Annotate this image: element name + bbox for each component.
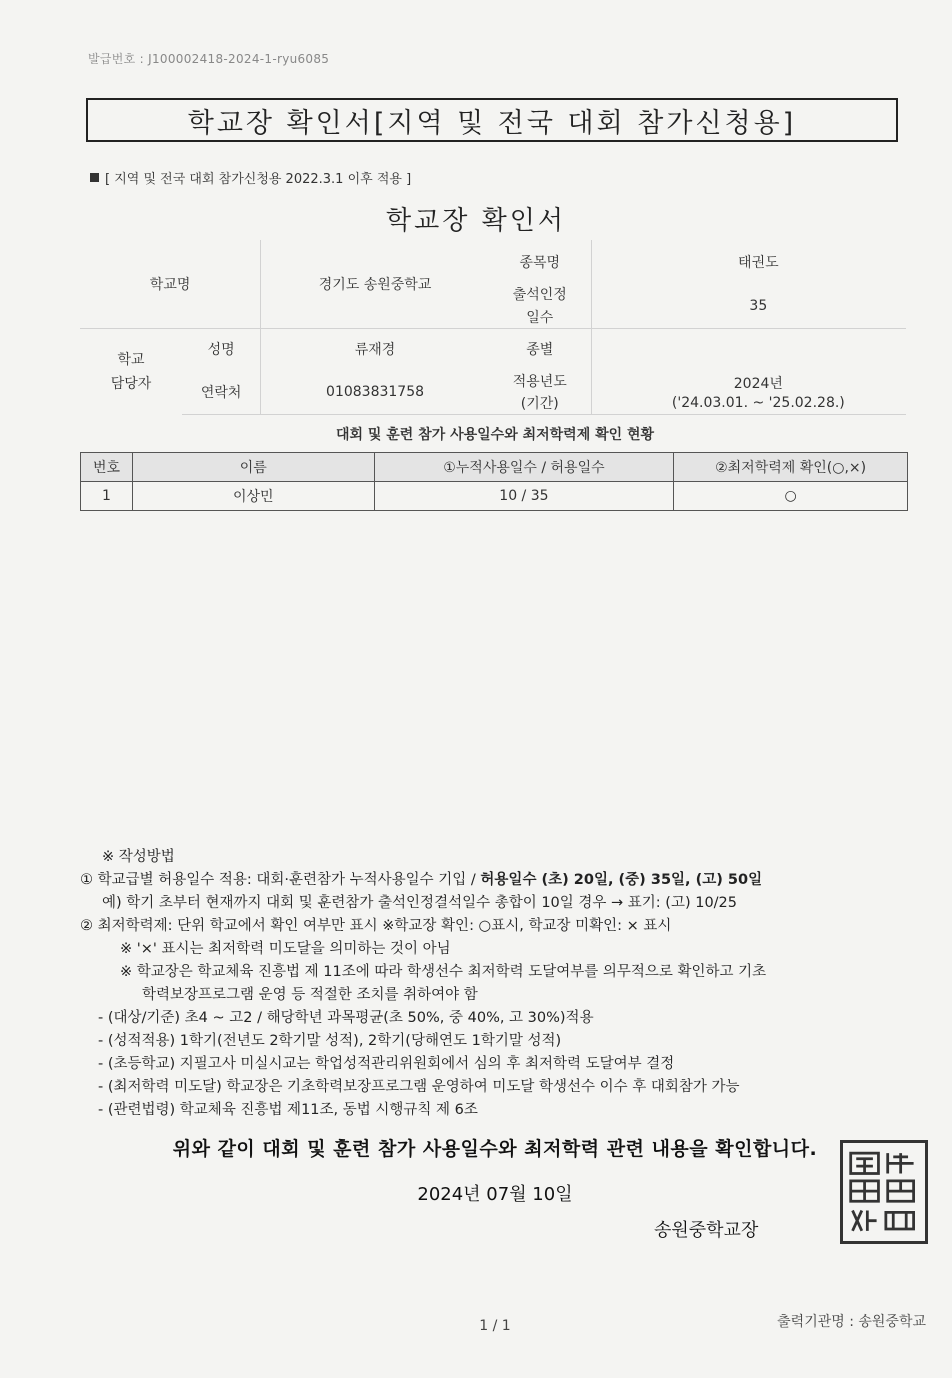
school-seal-stamp: [840, 1140, 928, 1244]
guide-detail-5: - (관련법령) 학교체육 진흥법 제11조, 동법 시행규칙 제 6조: [98, 1102, 478, 1118]
guide-item-2: ② 최저학력제: 단위 학교에서 확인 여부만 표시 ※학교장 확인: ○표시, 학교장 미확인: × 표시: [80, 918, 672, 934]
col-header-no: 번호: [81, 453, 133, 482]
year-label: 적용년도 (기간): [489, 370, 591, 414]
guide-detail-3: - (초등학교) 지필고사 미실시교는 학업성적관리위원회에서 심의 후 최저학력 도달여부 결정: [98, 1056, 675, 1072]
year-value: 2024년 ('24.03.01. ~ '25.02.28.): [611, 370, 906, 414]
notice-text: [ 지역 및 전국 대회 참가신청용 2022.3.1 이후 적용 ]: [105, 172, 412, 187]
manager-label: 학교 담당자: [80, 328, 182, 414]
status-table: [80, 452, 908, 511]
type-label: 종별: [489, 328, 591, 370]
event-value: 태권도: [738, 255, 779, 271]
principal-name: 송원중학교장: [654, 1220, 759, 1241]
table-row: [81, 482, 908, 511]
seal-glyph-icon: [847, 1147, 921, 1237]
name-label: 성명: [182, 328, 261, 370]
guide-item-1-example: 예) 학기 초부터 현재까지 대회 및 훈련참가 출석인정결석일수 총합이 10일 경우 → 표기: (고) 10/25: [102, 895, 738, 911]
school-info-table: [80, 240, 906, 415]
guide-item-2-note-b: ※ 학교장은 학교체육 진흥법 제 11조에 따라 학생선수 최저학력 도달여부를 의무적으로 확인하고 기초: [120, 964, 767, 980]
sub-title: 학교장 확인서: [386, 206, 566, 236]
issue-date: 2024년 07월 10일: [417, 1184, 573, 1205]
guide-detail-1: - (대상/기준) 초4 ~ 고2 / 해당학년 과목평균(초 50%, 중 40%, 고 30%)적용: [98, 1010, 594, 1026]
row-check: ○: [674, 482, 908, 511]
guide-detail-2: - (성적적용) 1학기(전년도 2학기말 성적), 2학기(당해연도 1학기말 성적): [98, 1033, 562, 1049]
guide-heading: ※ 작성방법: [102, 849, 175, 865]
issue-number: 발급번호 : J100002418-2024-1-ryu6085: [88, 52, 330, 66]
name-value: 류재경: [261, 328, 489, 370]
attendance-label: 출석인정 일수: [489, 284, 591, 328]
col-header-name: 이름: [132, 453, 374, 482]
bullet-square-icon: [90, 173, 99, 182]
row-days: 10 / 35: [374, 482, 674, 511]
attendance-value: 35: [749, 297, 768, 314]
print-organization: 출력기관명 : 송원중학교: [777, 1314, 926, 1330]
guide-detail-4: - (최저학력 미도달) 학교장은 기초학력보장프로그램 운영하여 미도달 학생선수 이수 후 대회참가 가능: [98, 1079, 740, 1095]
status-title: 대회 및 훈련 참가 사용일수와 최저학력제 확인 현황: [335, 427, 655, 443]
document-title: 학교장 확인서[지역 및 전국 대회 참가신청용]: [86, 98, 898, 142]
row-no: 1: [81, 482, 133, 511]
contact-value: 01083831758: [261, 370, 489, 414]
writing-guide: [80, 846, 880, 1122]
type-value: [611, 328, 906, 370]
event-label: 종목명: [489, 240, 591, 284]
guide-item-1: ① 학교급별 허용일수 적용: 대회·훈련참가 누적사용일수 기입 / 허용일수 (초) 20일, (중) 35일, (고) 50일: [80, 872, 763, 888]
guide-item-2-note-a: ※ '×' 표시는 최저학력 미도달을 의미하는 것이 아님: [120, 941, 451, 957]
page-indicator: 1 / 1: [479, 1318, 511, 1334]
school-name-label: 학교명: [80, 240, 261, 328]
status-header-row: [81, 453, 908, 482]
col-header-days: ①누적사용일수 / 허용일수: [374, 453, 674, 482]
school-name-value: 경기도 송원중학교: [318, 276, 432, 293]
row-name: 이상민: [132, 482, 374, 511]
col-header-check: ②최저학력제 확인(○,×): [674, 453, 908, 482]
contact-label: 연락처: [182, 370, 261, 414]
notice-line: [90, 168, 411, 187]
guide-item-2-note-b-cont: 학력보장프로그램 운영 등 적절한 조치를 취하여야 함: [142, 987, 478, 1003]
confirmation-statement: 위와 같이 대회 및 훈련 참가 사용일수와 최저학력 관련 내용을 확인합니다.: [172, 1138, 818, 1160]
